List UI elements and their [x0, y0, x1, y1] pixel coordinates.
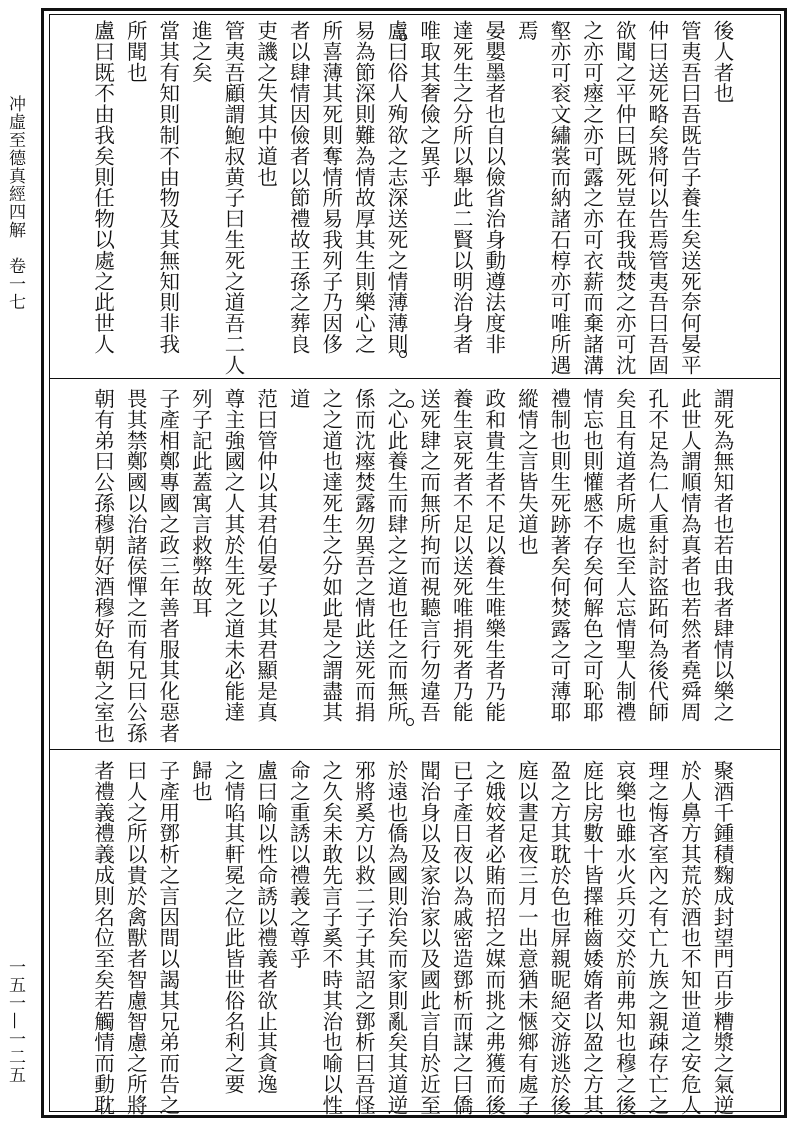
text-column: 謂死為無知者也若由我者肆情以樂之	[710, 388, 734, 723]
text-column: 者以肆情因儉者以節禮故王孫之葬良	[286, 20, 311, 355]
text-column: 欲聞之平仲曰既死豈在我哉焚之亦可沈	[612, 20, 637, 376]
text-column: 者禮義禮義成則名位至矣若觸情而動耽	[90, 760, 115, 1116]
text-column: 此世人謂順情為真者也若然者堯舜周	[677, 388, 702, 723]
text-column: 後人者也	[710, 20, 734, 104]
text-column: 之久矣未敢先言子奚不時其治也喻以性	[318, 760, 343, 1116]
book-title-margin: 冲虛至德真經四解 卷一七	[5, 95, 25, 311]
text-column: 畏其禁鄭國以治諸侯憚之而有兄曰公孫	[123, 388, 148, 744]
text-column: 理之悔吝室內之有亡九族之親疎存亡之	[644, 760, 669, 1116]
text-column: 送死肆之而無所拘而視聽言行勿違吾	[416, 388, 441, 723]
text-column: 曰人之所以貴於禽獸者智慮智慮之所將	[123, 760, 148, 1116]
text-column: 當其有知則制不由物及其無知則非我	[155, 20, 180, 355]
text-column: 吏譏之失其中道也	[253, 20, 278, 188]
text-column: 朝有弟曰公孫穆朝好酒穆好色朝之室也	[90, 388, 115, 744]
text-column: 盧曰俗人殉欲之志深送死之情薄薄則	[384, 20, 408, 355]
text-column: 所聞也	[123, 20, 148, 83]
text-column: 盈之方其耽於色也屏親昵絕交游逃於後	[547, 760, 571, 1116]
text-column: 進之矣	[188, 20, 213, 83]
text-column: 尊主強國之人其於生死之道未必能達	[221, 388, 245, 723]
text-column: 哀樂也雖水火兵刃交於前弗知也穆之後	[612, 760, 637, 1116]
text-column: 孔不足為仁人重紂討盜跖何為後代師	[644, 388, 669, 723]
section-divider-1	[49, 378, 781, 379]
text-column: 歸也	[188, 760, 213, 802]
text-column: 范曰管仲以其君伯晏子以其君顯是真	[253, 388, 278, 723]
text-column: 之心此養生而肆之之道也任之而無所	[384, 388, 408, 723]
text-column: 聞治身以及家治家以及國此言自於近至	[416, 760, 441, 1116]
text-column: 盧曰既不由我矣則任物以處之此世人	[90, 20, 115, 355]
text-column: 命之重誘以禮義之尊乎	[286, 760, 311, 969]
text-column: 子產相鄭專國之政三年善者服其化惡者	[155, 388, 180, 744]
text-column: 情忘也則懽慼不存矣何解色之可恥耶	[579, 388, 604, 723]
text-column: 係而沈瘞焚露勿異吾之情此送死而捐	[351, 388, 376, 723]
text-column: 之亦可瘞之亦可露之亦可衣薪而棄諸溝	[579, 20, 604, 376]
text-column: 禮制也則生死跡著矣何焚露之可薄耶	[547, 388, 571, 723]
text-column: 唯取其奢儉之異乎	[416, 20, 441, 188]
section-divider-2	[49, 749, 781, 750]
text-column: 列子記此蓋寓言救弊故耳	[188, 388, 213, 618]
text-column: 子產用鄧析之言因間以謁其兄弟而告之	[155, 760, 180, 1116]
text-column: 縱情之言皆失道也	[514, 388, 539, 556]
circle-mark	[399, 350, 407, 358]
page-number-margin: 一五一—一二五	[5, 958, 25, 1084]
text-column: 道	[286, 388, 311, 409]
text-column: 之情啗其軒冕之位此皆世俗名利之要	[221, 760, 245, 1095]
text-column: 於遠也僑為國則治矣而家則亂矣其道逆	[384, 760, 408, 1116]
text-column: 已子產日夜以為戚密造鄧析而謀之曰僑	[449, 760, 474, 1116]
text-column: 盧曰喻以性命誘以禮義者欲止其貪逸	[253, 760, 278, 1095]
text-column: 庭以晝足夜三月一出意猶未愜鄉有處子	[514, 760, 539, 1116]
text-column: 邪將奚方以救二子子其詔之鄧析曰吾怪	[351, 760, 376, 1116]
text-column: 庭比房數十皆擇稚齒婑媠者以盈之方其	[579, 760, 604, 1116]
text-column: 之娥姣者必賄而招之媒而挑之弗獲而後	[481, 760, 506, 1116]
text-column: 焉	[514, 20, 539, 41]
text-column: 矣且有道者所處也至人忘情聖人制禮	[612, 388, 637, 723]
text-column: 之之道也達死生之分如此是之謂盡其	[318, 388, 343, 723]
text-column: 聚酒千鍾積麴成封望門百步糟漿之氣逆	[710, 760, 734, 1116]
text-column: 達死生之分所以舉此二賢以明治身者	[449, 20, 474, 355]
circle-mark	[406, 718, 414, 726]
circle-mark	[406, 400, 414, 408]
text-column: 仲曰送死略矣將何以告焉管夷吾曰吾固	[644, 20, 669, 376]
text-column: 政和貴生者不足以養生唯樂生者乃能	[481, 388, 506, 723]
text-column: 壑亦可衮文繡裳而納諸石椁亦可唯所遇	[547, 20, 571, 376]
text-column: 所喜薄其死則奪情所易我列子乃因侈	[318, 20, 343, 355]
text-column: 管夷吾曰吾既告子養生矣送死奈何晏平	[677, 20, 702, 376]
text-column: 晏嬰墨者也自以儉省治身動遵法度非	[481, 20, 506, 355]
text-column: 於人鼻方其荒於酒也不知世道之安危人	[677, 760, 702, 1116]
text-column: 管夷吾顧謂鮑叔黄子曰生死之道吾二人	[221, 20, 245, 376]
text-column: 易為節深則難為情故厚其生則樂心之	[351, 20, 376, 355]
text-column: 養生哀死者不足以送死唯捐死者乃能	[449, 388, 474, 723]
circle-mark	[399, 33, 407, 41]
